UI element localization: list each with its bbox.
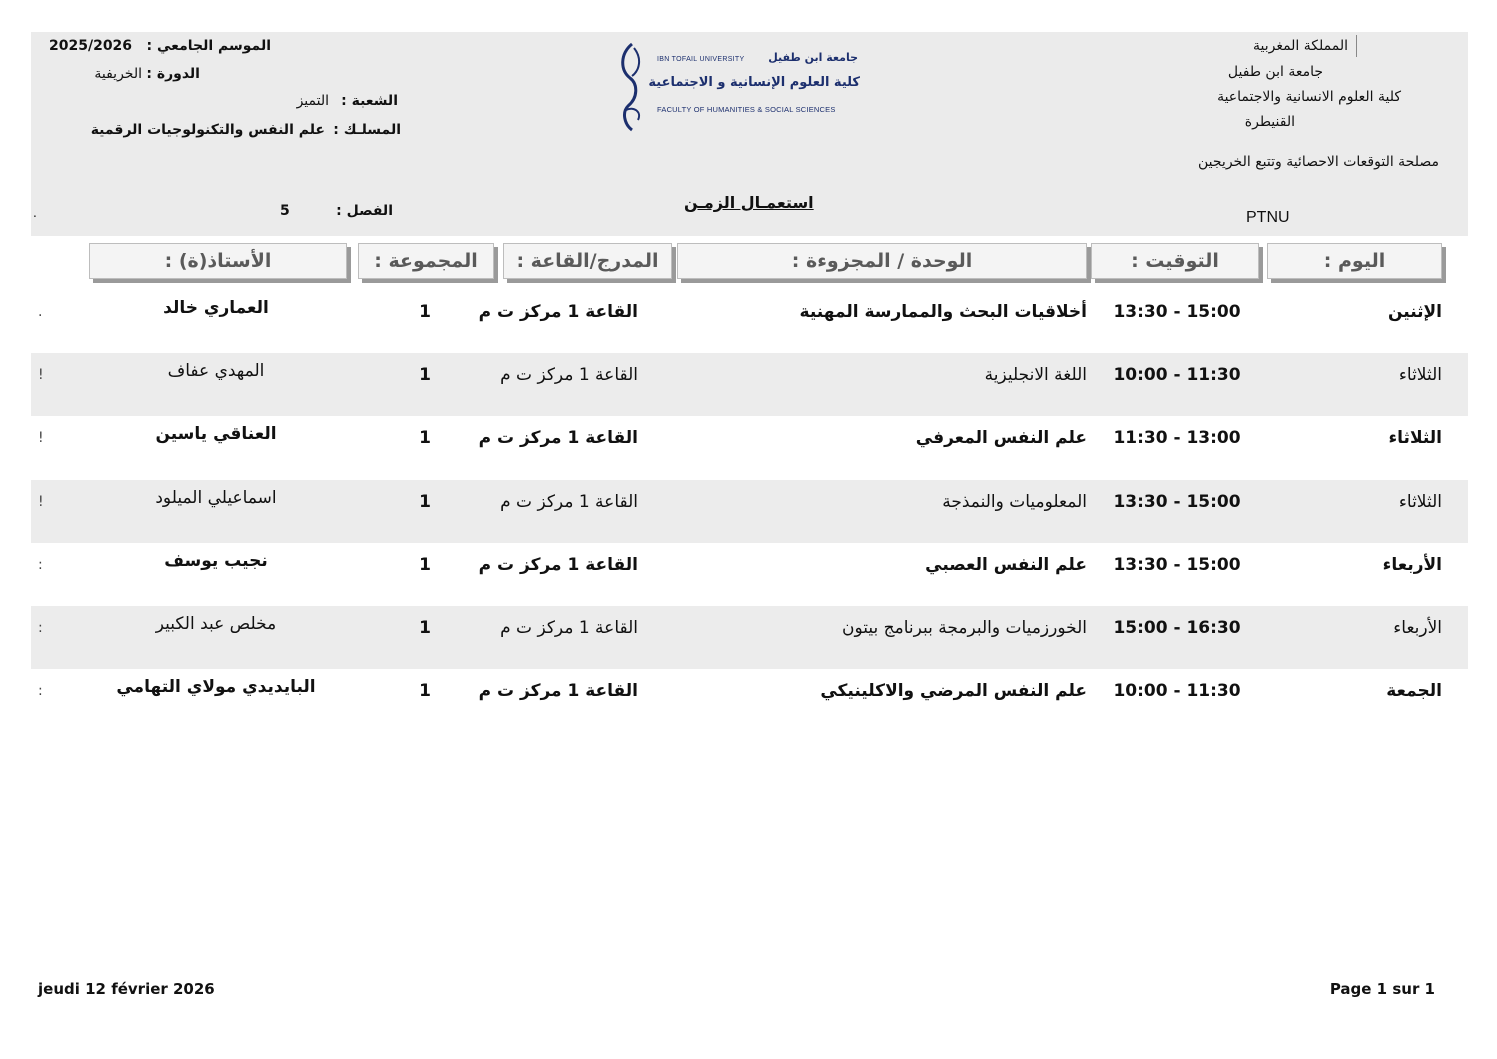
- row-room: القاعة 1 مركز ت م: [478, 555, 638, 575]
- semester-label: الفصل :: [336, 203, 393, 219]
- row-group: 1: [419, 681, 431, 701]
- session-label: الدورة :: [146, 66, 200, 82]
- row-time: 15:00 - 16:30: [1113, 618, 1241, 638]
- track-label: المسلـك :: [333, 122, 401, 138]
- column-header-professor: الأستاذ(ة) :: [89, 243, 347, 279]
- row-day: الأربعاء: [1382, 555, 1442, 575]
- table-row: [31, 416, 1468, 479]
- row-time: 11:30 - 13:00: [1113, 428, 1241, 448]
- table-row: [31, 290, 1468, 353]
- column-header-group: المجموعة :: [358, 243, 494, 279]
- institution-line-1: المملكة المغربية: [1252, 38, 1348, 54]
- row-module: علم النفس العصبي: [925, 555, 1087, 575]
- row-day: الأربعاء: [1393, 618, 1442, 638]
- institution-line-2: جامعة ابن طفيل: [1227, 64, 1323, 80]
- row-module: علم النفس المعرفي: [915, 428, 1087, 448]
- edge-mark: !: [38, 494, 44, 510]
- row-professor: البايديدي مولاي التهامي: [116, 677, 316, 697]
- semester-value: 5: [280, 203, 290, 219]
- row-time: 13:30 - 15:00: [1113, 302, 1241, 322]
- logo-emblem-icon: [612, 40, 652, 132]
- column-header-room: المدرج/القاعة :: [503, 243, 672, 279]
- row-group: 1: [419, 492, 431, 512]
- row-day: الثلاثاء: [1388, 428, 1442, 448]
- row-group: 1: [419, 618, 431, 638]
- table-row: [31, 353, 1468, 416]
- row-day: الثلاثاء: [1398, 492, 1442, 512]
- table-row: [31, 543, 1468, 606]
- row-professor: نجيب يوسف: [164, 551, 268, 571]
- edge-mark: .: [38, 304, 43, 320]
- row-module: المعلوميات والنمذجة: [942, 492, 1087, 512]
- season-value: 2025/2026: [49, 38, 133, 54]
- track-value: علم النفس والتكنولوجيات الرقمية: [90, 122, 325, 138]
- edge-dot: .: [33, 206, 37, 220]
- institution-line-4: القنيطرة: [1244, 114, 1295, 130]
- row-module: الخورزميات والبرمجة ببرنامج بيتون: [841, 618, 1087, 638]
- row-module: أخلاقيات البحث والممارسة المهنية: [799, 302, 1087, 322]
- row-day: الإثنين: [1387, 302, 1442, 322]
- session-value: الخريفية: [94, 66, 142, 82]
- footer-date: jeudi 12 février 2026: [38, 980, 215, 998]
- page-title: استعمـال الزمـن: [684, 193, 814, 212]
- row-room: القاعة 1 مركز ت م: [500, 492, 638, 512]
- row-module: اللغة الانجليزية: [984, 365, 1087, 385]
- institution-line-3: كلية العلوم الانسانية والاجتماعية: [1217, 89, 1401, 105]
- row-time: 13:30 - 15:00: [1113, 492, 1241, 512]
- header-divider: [1356, 35, 1357, 57]
- row-professor: العماري خالد: [163, 298, 269, 318]
- row-day: الثلاثاء: [1398, 365, 1442, 385]
- row-group: 1: [419, 428, 431, 448]
- branch-label: الشعبة :: [341, 93, 398, 109]
- row-professor: مخلص عبد الكبير: [155, 614, 277, 634]
- row-room: القاعة 1 مركز ت م: [500, 618, 638, 638]
- row-time: 10:00 - 11:30: [1113, 681, 1241, 701]
- row-room: القاعة 1 مركز ت م: [478, 681, 638, 701]
- table-row: [31, 480, 1468, 543]
- row-group: 1: [419, 302, 431, 322]
- edge-mark: :: [38, 557, 43, 573]
- row-room: القاعة 1 مركز ت م: [478, 428, 638, 448]
- logo-text-en-bottom: FACULTY OF HUMANITIES & SOCIAL SCIENCES: [657, 105, 836, 114]
- row-group: 1: [419, 365, 431, 385]
- row-professor: اسماعيلي الميلود: [155, 488, 277, 508]
- row-module: علم النفس المرضي والاكلينيكي: [820, 681, 1087, 701]
- column-header-day: اليوم :: [1267, 243, 1442, 279]
- row-professor: العناقي ياسين: [155, 424, 277, 444]
- institution-line-5: مصلحة التوقعات الاحصائية وتتبع الخريجين: [1198, 154, 1439, 170]
- logo-text-en-top: IBN TOFAIL UNIVERSITY: [657, 56, 745, 63]
- edge-mark: !: [38, 430, 44, 446]
- logo-text-ar-faculty: كلية العلوم الإنسانية و الاجتماعية: [648, 75, 860, 90]
- table-row: [31, 606, 1468, 669]
- footer-page: Page 1 sur 1: [1329, 980, 1435, 998]
- branch-value: التميز: [296, 93, 329, 109]
- row-time: 10:00 - 11:30: [1113, 365, 1241, 385]
- edge-mark: !: [38, 367, 44, 383]
- row-room: القاعة 1 مركز ت م: [500, 365, 638, 385]
- university-logo: [612, 40, 864, 132]
- table-row: [31, 669, 1468, 732]
- season-label: الموسم الجامعي :: [146, 38, 271, 54]
- row-room: القاعة 1 مركز ت م: [478, 302, 638, 322]
- logo-text-ar-top: جامعة ابن طفيل: [768, 51, 858, 64]
- column-header-module: الوحدة / المجزوءة :: [677, 243, 1087, 279]
- edge-mark: :: [38, 620, 43, 636]
- row-time: 13:30 - 15:00: [1113, 555, 1241, 575]
- edge-mark: :: [38, 683, 43, 699]
- row-professor: المهدي عفاف: [167, 361, 265, 381]
- column-header-time: التوقيت :: [1091, 243, 1259, 279]
- row-day: الجمعة: [1386, 681, 1442, 701]
- row-group: 1: [419, 555, 431, 575]
- ptnu-code: PTNU: [1246, 209, 1290, 226]
